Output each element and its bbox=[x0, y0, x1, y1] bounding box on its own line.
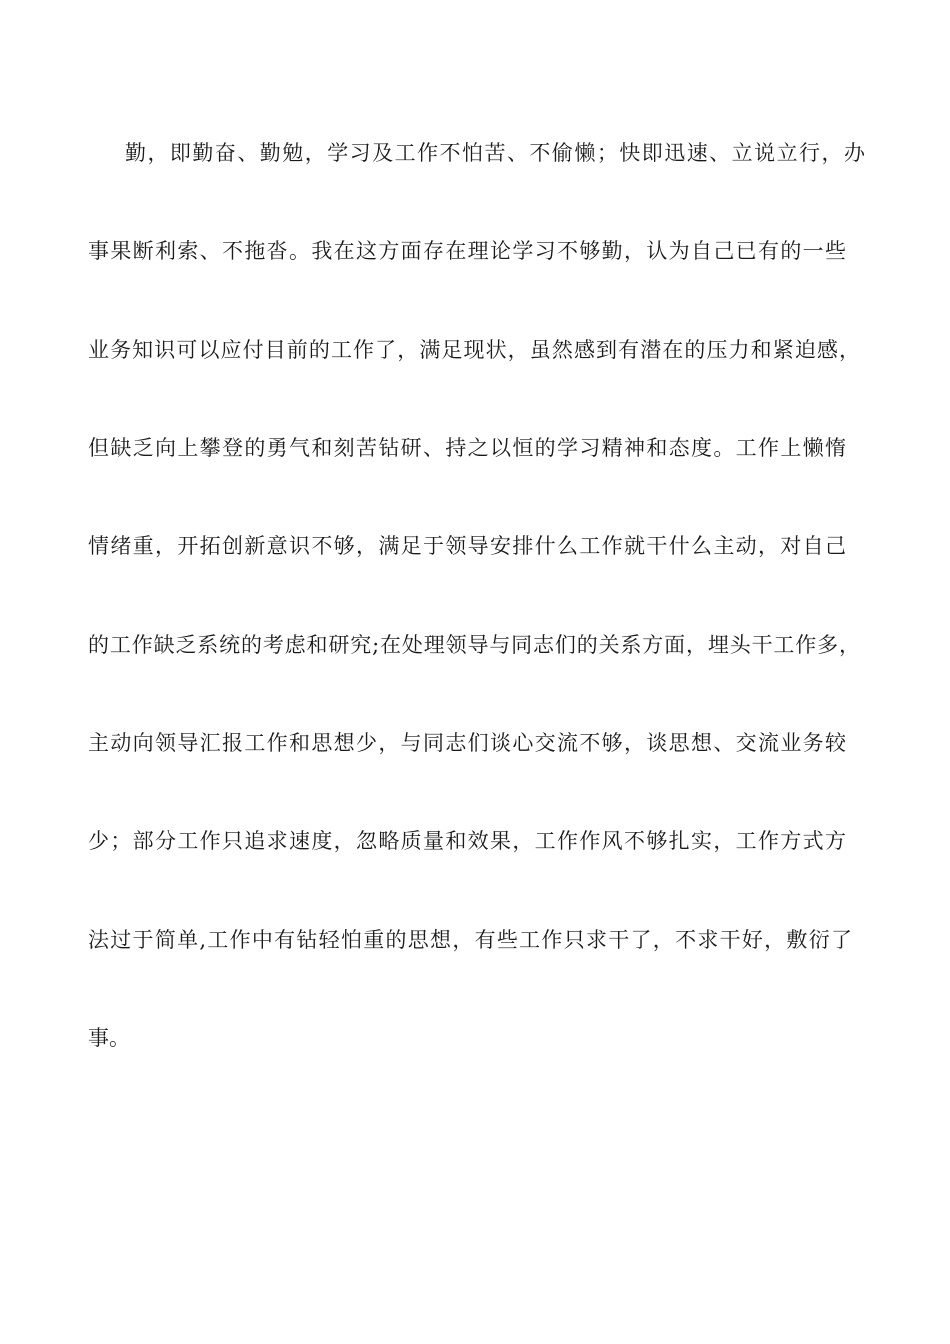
paragraph-line-2: 事果断利索、不拖沓。我在这方面存在理论学习不够勤，认为自己已有的一些 bbox=[88, 239, 846, 263]
paragraph-line-10: 事。 bbox=[88, 1026, 130, 1050]
paragraph-line-5: 情绪重，开拓创新意识不够，满足于领导安排什么工作就干什么主动，对自己 bbox=[88, 534, 846, 558]
paragraph-line-6: 的工作缺乏系统的考虑和研究;在处理领导与同志们的关系方面，埋头干工作多， bbox=[88, 633, 860, 657]
paragraph-line-9: 法过于简单,工作中有钻轻怕重的思想，有些工作只求干了，不求干好，敷衍了 bbox=[88, 928, 852, 952]
paragraph-line-1: 勤，即勤奋、勤勉，学习及工作不怕苦、不偷懒；快即迅速、立说立行，办 bbox=[125, 141, 865, 165]
paragraph-line-7: 主动向领导汇报工作和思想少，与同志们谈心交流不够，谈思想、交流业务较 bbox=[88, 731, 846, 755]
paragraph-line-4: 但缺乏向上攀登的勇气和刻苦钻研、持之以恒的学习精神和态度。工作上懒惰 bbox=[88, 436, 846, 460]
paragraph-line-3: 业务知识可以应付目前的工作了，满足现状，虽然感到有潜在的压力和紧迫感， bbox=[88, 338, 860, 362]
paragraph-line-8: 少；部分工作只追求速度，忽略质量和效果，工作作风不够扎实，工作方式方 bbox=[88, 829, 846, 853]
